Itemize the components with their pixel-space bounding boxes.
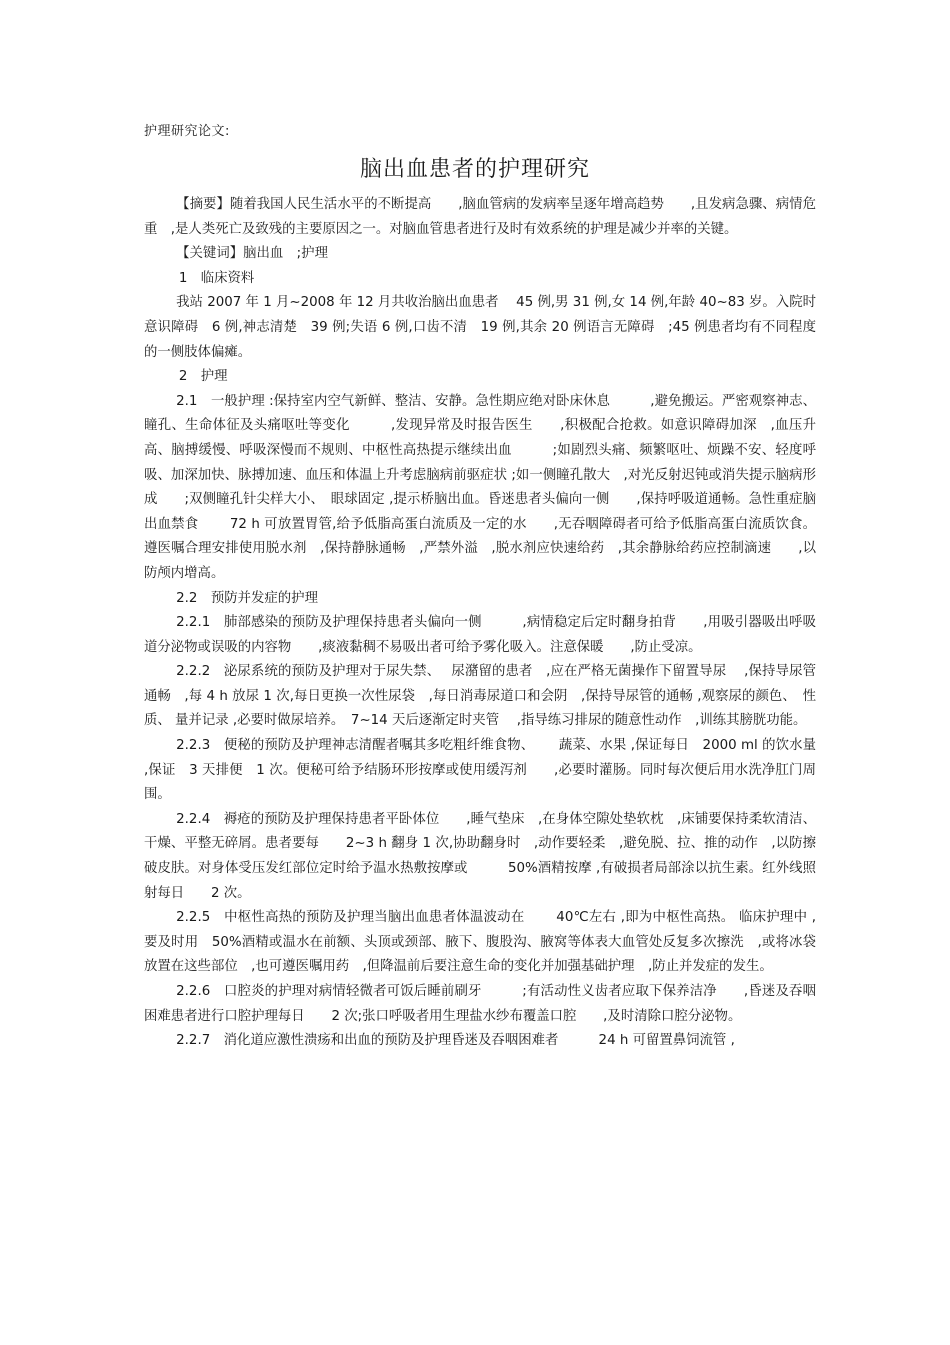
body-paragraph: 2.2.6 口腔炎的护理对病情轻微者可饭后睡前刷牙 ;有活动性义齿者应取下保养洁净 ,昏迷及吞咽困难患者进行口腔护理每日 2 次;张口呼吸者用生理盐水纱布覆盖口腔 ,及时清除口腔分泌物。 xyxy=(144,984,816,1024)
body-paragraph: 我站 2007 年 1 月~2008 年 12 月共收治脑出血患者 45 例,男 31 例,女 14 例,年龄 40~83 岁。入院时意识障碍 6 例,神志清楚 39 例;失语 6 例,口齿不清 19 例,其余 20 例语言无障碍 ;45 例患者均有不同程度的一侧肢体偏瘫。 xyxy=(144,295,816,360)
body-paragraph: 2.1 一般护理 :保持室内空气新鲜、整洁、安静。急性期应绝对卧床休息 ,避免搬运。严密观察神志、瞳孔、生命体征及头痛呕吐等变化 ,发现异常及时报告医生 ,积极配合抢救。如意识障碍加深 ,血压升高、脑搏缓慢、呼吸深慢而不规则、中枢性高热提示继续出血 ;如剧烈头痛、频繁呕吐、烦躁不安、轻度呼吸、加深加快、脉搏加速、血压和体温上升考虑脑病前驱症状 ;如一侧瞳孔散大 ,对光反射迟钝或消失提示脑病形成 ;双侧瞳孔针尖样大小、 眼球固定 ,提示桥脑出血。昏迷患者头偏向一侧 ,保持呼吸道通畅。急性重症脑出血禁食 72 h 可放置胃管,给予低脂高蛋白流质及一定的水 ,无吞咽障碍者可给予低脂高蛋白流质饮食。遵医嘱合理安排使用脱水剂 ,保持静脉通畅 ,严禁外溢 ,脱水剂应快速给药 ,其余静脉给药应控制滴速 ,以防颅内增高。 xyxy=(144,393,816,581)
paper-category-label: 护理研究论文: xyxy=(144,124,230,139)
body-paragraph: 2.2.4 褥疮的预防及护理保持患者平卧体位 ,睡气垫床 ,在身体空隙处垫软枕 ,床铺要保持柔软清洁、干燥、平整无碎屑。患者要每 2~3 h 翻身 1 次,协助翻身时 ,动作要轻柔 ,避免脱、拉、推的动作 ,以防擦破皮肤。对身体受压发红部位定时给予温水热敷按摩或 50%酒精按摩 ,有破损者局部涂以抗生素。红外线照射每日 2 次。 xyxy=(144,811,816,901)
body-paragraph: 2.2.1 肺部感染的预防及护理保持患者头偏向一侧 ,病情稳定后定时翻身拍背 ,用吸引器吸出呼吸道分泌物或误吸的内容物 ,痰液黏稠不易吸出者可给予雾化吸入。注意保暖 ,防止受凉。 xyxy=(144,615,816,655)
paper-title: 脑出血患者的护理研究 xyxy=(359,157,590,182)
section-heading: 1 临床资料 xyxy=(178,270,255,286)
section-heading: 2 护理 xyxy=(178,369,228,385)
body-paragraph: 2.2.7 消化道应激性溃疡和出血的预防及护理昏迷及吞咽困难者 24 h 可留置鼻饲流管 , xyxy=(176,1033,735,1049)
body-paragraph: 2.2 预防并发症的护理 xyxy=(176,590,318,606)
body-paragraph: 【关键词】脑出血 ;护理 xyxy=(176,246,328,262)
body-paragraph: 2.2.2 泌尿系统的预防及护理对于尿失禁、 尿潴留的患者 ,应在严格无菌操作下留置导尿 ,保持导尿管通畅 ,每 4 h 放尿 1 次,每日更换一次性尿袋 ,每日消毒尿道口和会阴 ,保持导尿管的通畅 ,观察尿的颜色、 性质、 量并记录 ,必要时做尿培养。 7~14 天后逐渐定时夹管 ,指导练习排尿的随意性动作 ,训练其膀胱功能。 xyxy=(144,664,816,729)
body-paragraph: 【摘要】随着我国人民生活水平的不断提高 ,脑血管病的发病率呈逐年增高趋势 ,且发病急骤、病情危重 ,是人类死亡及致残的主要原因之一。对脑血管患者进行及时有效系统的护理是减少并率的关键。 xyxy=(144,197,816,237)
paper-body xyxy=(144,193,816,1054)
body-paragraph: 2.2.5 中枢性高热的预防及护理当脑出血患者体温波动在 40℃左右 ,即为中枢性高热。 临床护理中 ,要及时用 50%酒精或温水在前额、头顶或颈部、腋下、腹股沟、腋窝等体表大血管处反复多次擦洗 ,或将冰袋放置在这些部位 ,也可遵医嘱用药 ,但降温前后要注意生命的变化并加强基础护理 ,防止并发症的发生。 xyxy=(144,910,816,975)
body-paragraph: 2.2.3 便秘的预防及护理神志清醒者嘱其多吃粗纤维食物、 蔬菜、水果 ,保证每日 2000 ml 的饮水量 ,保证 3 天排便 1 次。便秘可给予结肠环形按摩或使用缓泻剂 ,必要时灌肠。同时每次便后用水洗净肛门周围。 xyxy=(144,738,816,803)
